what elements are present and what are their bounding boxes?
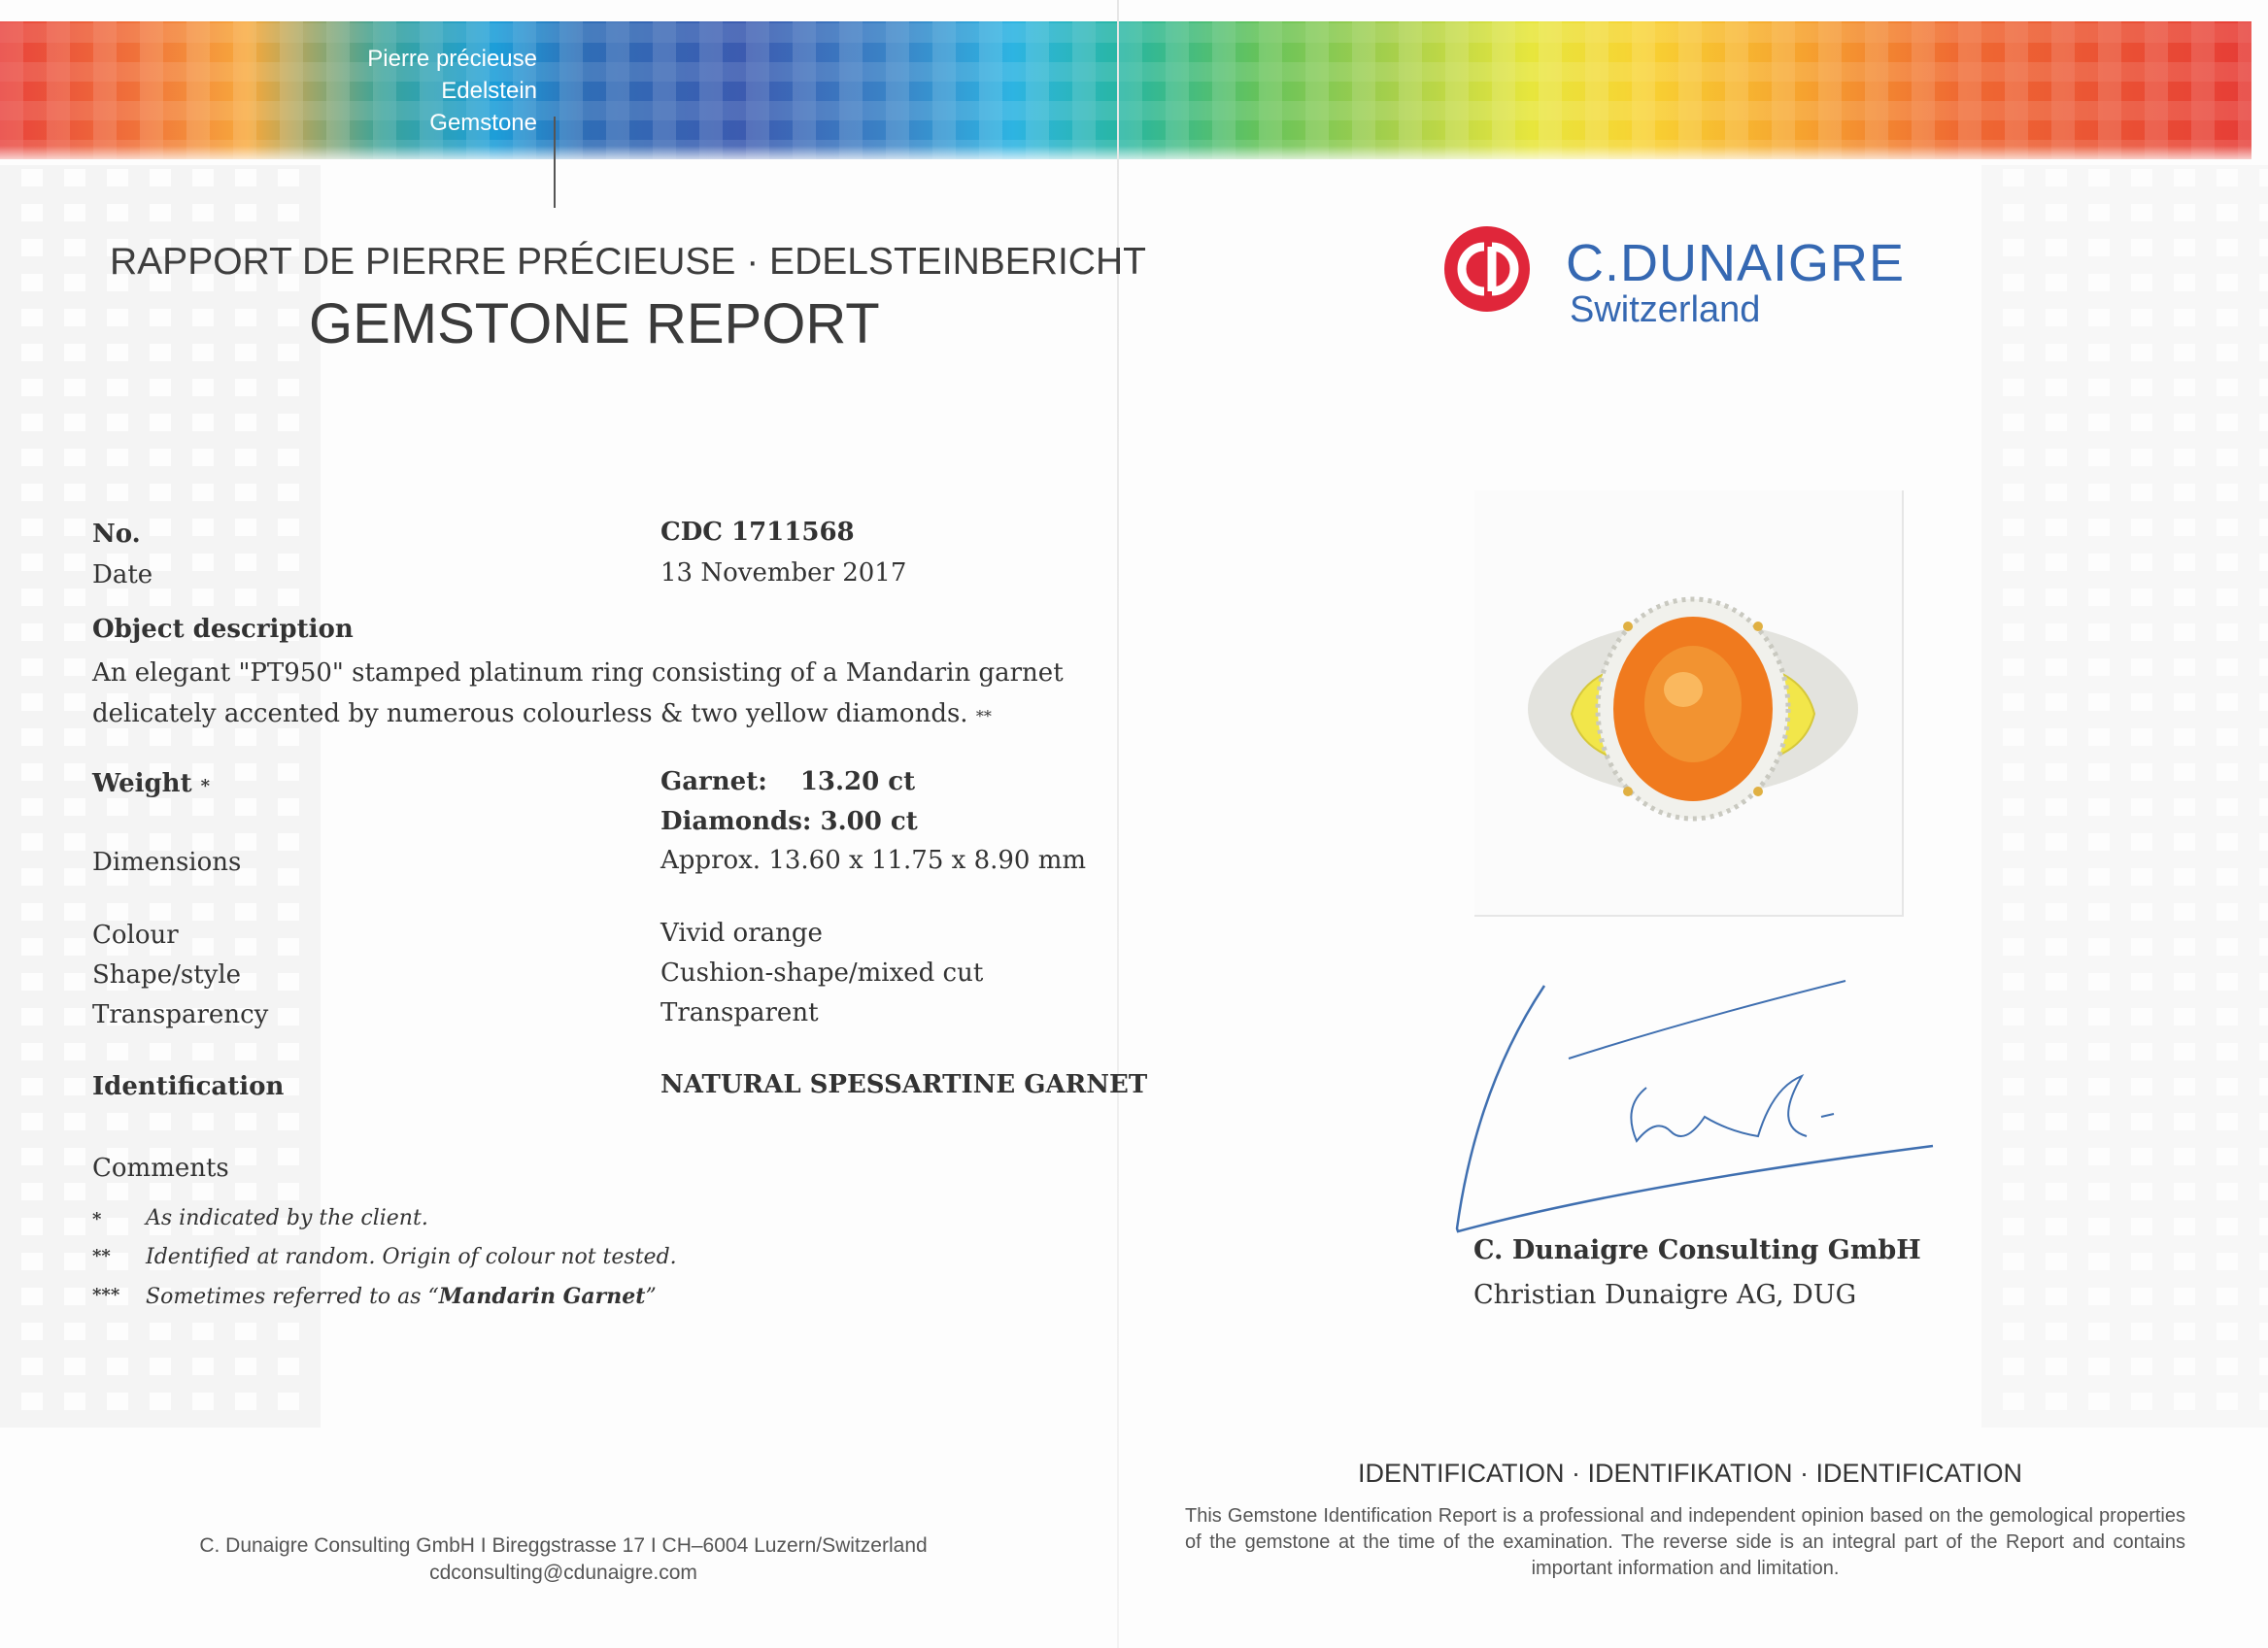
identification-disclaimer: This Gemstone Identification Report is a professional and independent opinion based on the gemological properties of the gemstone at the time of the examination. The reverse side is an integral part of the Report and contains important information and limitation. (1185, 1505, 2185, 1579)
identification-label: Identification (92, 1072, 285, 1101)
report-subtitle: RAPPORT DE PIERRE PRÉCIEUSE · EDELSTEINBERICHT (110, 241, 1146, 283)
comment-2-mark: ** (92, 1246, 111, 1266)
object-footnote-mark: ** (975, 707, 992, 725)
weight-label-text: Weight (92, 769, 192, 798)
date-label: Date (92, 560, 153, 589)
cd-logo-icon (1443, 225, 1531, 313)
garnet-weight (660, 767, 915, 796)
diamonds-weight (660, 807, 918, 836)
garnet-value: 13.20 ct (799, 767, 916, 796)
header-fade (0, 146, 2251, 165)
signatory-person: Christian Dunaigre AG, DUG (1473, 1280, 1857, 1310)
object-description-label: Object description (92, 615, 354, 644)
dimensions-value: Approx. 13.60 x 11.75 x 8.90 mm (660, 846, 1087, 875)
colour-value: Vivid orange (660, 919, 823, 948)
diamonds-value: 3.00 ct (820, 807, 918, 836)
weight-label (92, 769, 210, 798)
ring-photo (1474, 490, 1904, 917)
signatory-company: C. Dunaigre Consulting GmbH (1473, 1235, 1921, 1265)
tagline (367, 43, 537, 139)
comment-1-mark: * (92, 1209, 102, 1229)
tagline-fr: Pierre précieuse (367, 46, 537, 72)
shape-value: Cushion-shape/mixed cut (660, 959, 984, 988)
brand-name: C.DUNAIGRE (1566, 234, 1906, 292)
identification-heading: IDENTIFICATION · IDENTIFIKATION · IDENTIFICATION (1358, 1459, 2022, 1488)
comment-3-start: Sometimes referred to as “ (146, 1285, 439, 1309)
comment-3-end: ” (645, 1285, 657, 1309)
comment-3-text (146, 1284, 657, 1309)
comment-1-text: As indicated by the client. (146, 1206, 428, 1230)
comment-3-bold: Mandarin Garnet (438, 1284, 646, 1309)
tagline-en: Gemstone (429, 110, 537, 136)
footer-address-block (136, 1532, 991, 1587)
ring-image (1474, 490, 1902, 915)
tagline-de: Edelstein (441, 78, 537, 104)
object-description (92, 653, 1112, 737)
date-value: 13 November 2017 (660, 558, 907, 588)
comment-2-text: Identified at random. Origin of colour not tested. (146, 1245, 677, 1269)
number-value: CDC 1711568 (660, 518, 855, 547)
comment-3-mark: *** (92, 1285, 120, 1305)
weight-footnote-mark: * (200, 776, 211, 796)
signature-image (1438, 971, 1962, 1243)
object-text-line-1: An elegant "PT950" stamped platinum ring consisting of a Mandarin garnet (92, 658, 1064, 688)
number-label: No. (92, 520, 141, 549)
identification-value: NATURAL SPESSARTINE GARNET (660, 1070, 1148, 1099)
brand-country: Switzerland (1570, 289, 1761, 330)
footer-address: C. Dunaigre Consulting GmbH I Bireggstrasse 17 I CH–6004 Luzern/Switzerland (199, 1534, 928, 1557)
transparency-label: Transparency (92, 1000, 269, 1029)
tagline-divider (554, 117, 556, 208)
diamonds-label: Diamonds: (660, 807, 812, 836)
object-text-line-2: delicately accented by numerous colourless & two yellow diamonds. (92, 699, 968, 728)
transparency-value: Transparent (660, 998, 819, 1027)
colour-label: Colour (92, 921, 179, 950)
garnet-label: Garnet: (660, 767, 767, 796)
dimensions-label: Dimensions (92, 848, 242, 877)
background-pattern-right (1981, 165, 2268, 1428)
report-title: GEMSTONE REPORT (309, 292, 880, 355)
shape-label: Shape/style (92, 960, 242, 990)
comments-label: Comments (92, 1154, 229, 1183)
footer-email: cdconsulting@cdunaigre.com (429, 1562, 697, 1584)
header-pattern (0, 21, 2251, 159)
